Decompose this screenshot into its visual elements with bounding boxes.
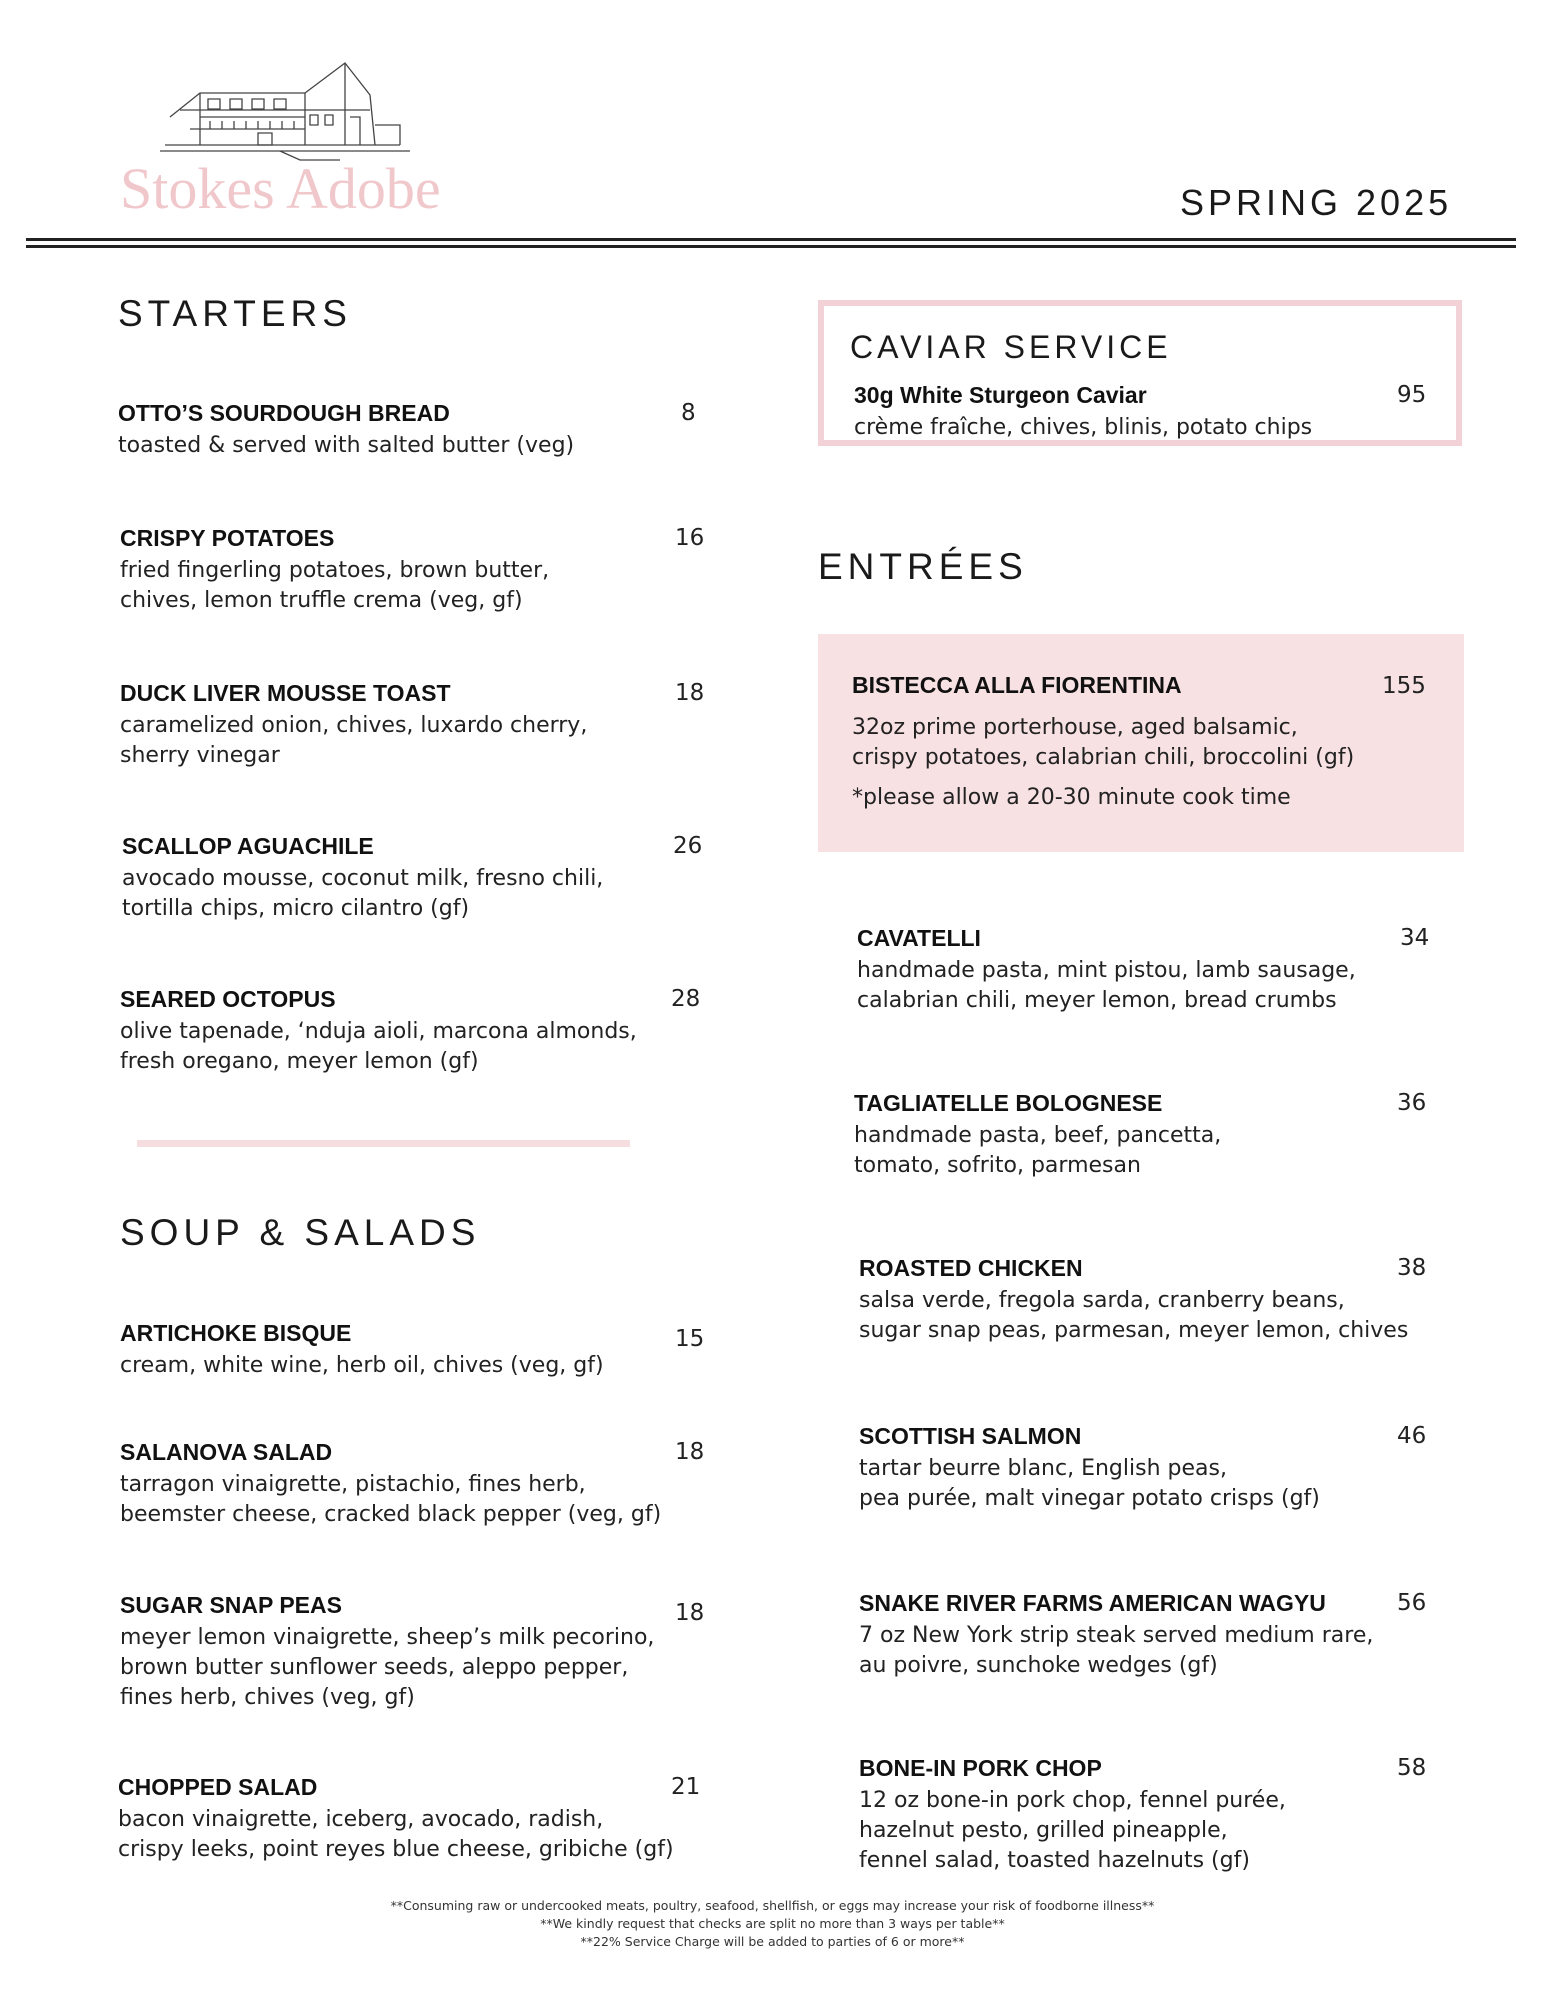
item-name: SEARED OCTOPUS xyxy=(120,986,336,1012)
item-desc: chives, lemon truffle crema (veg, gf) xyxy=(120,588,523,613)
item-desc: calabrian chili, meyer lemon, bread crumbs xyxy=(857,988,1337,1013)
item-desc: cream, white wine, herb oil, chives (veg, gf) xyxy=(120,1353,604,1378)
menu-item xyxy=(120,680,587,771)
season-label: SPRING 2025 xyxy=(1180,182,1453,223)
item-desc: crispy leeks, point reyes blue cheese, gribiche (gf) xyxy=(118,1837,674,1862)
item-desc: 32oz prime porterhouse, aged balsamic, xyxy=(852,715,1298,740)
item-desc: fried fingerling potatoes, brown butter, xyxy=(120,558,550,583)
item-desc: handmade pasta, mint pistou, lamb sausage, xyxy=(857,958,1356,983)
entrees-title: ENTRÉES xyxy=(818,546,1028,587)
item-desc: avocado mousse, coconut milk, fresno chili, xyxy=(122,866,604,891)
item-price: 21 xyxy=(671,1774,701,1800)
item-desc: salsa verde, fregola sarda, cranberry beans, xyxy=(859,1288,1345,1313)
header-rule-top xyxy=(26,238,1516,241)
item-desc: tartar beurre blanc, English peas, xyxy=(859,1456,1227,1481)
item-price: 26 xyxy=(673,833,703,859)
item-price: 16 xyxy=(675,525,705,551)
footer-notes xyxy=(0,1897,1545,1951)
item-price: 18 xyxy=(675,1600,705,1626)
item-name: OTTO’S SOURDOUGH BREAD xyxy=(118,400,450,426)
menu-item xyxy=(120,525,549,616)
item-desc: crème fraîche, chives, blinis, potato chips xyxy=(854,415,1313,440)
menu-item xyxy=(857,925,1356,1016)
logo xyxy=(120,55,441,221)
item-desc: bacon vinaigrette, iceberg, avocado, radish, xyxy=(118,1807,604,1832)
item-desc: olive tapenade, ‘nduja aioli, marcona almonds, xyxy=(120,1019,637,1044)
item-price: 95 xyxy=(1397,382,1427,408)
adobe-house-illustration xyxy=(160,55,410,165)
item-desc: caramelized onion, chives, luxardo cherry, xyxy=(120,713,588,738)
item-name: DUCK LIVER MOUSSE TOAST xyxy=(120,680,451,706)
item-name: SCALLOP AGUACHILE xyxy=(122,833,374,859)
section-divider xyxy=(137,1140,630,1147)
item-desc: sugar snap peas, parmesan, meyer lemon, chives xyxy=(859,1318,1409,1343)
menu-item xyxy=(118,400,574,461)
menu-item xyxy=(122,833,603,924)
item-price: 28 xyxy=(671,986,701,1012)
footer-note: **22% Service Charge will be added to parties of 6 or more** xyxy=(580,1934,965,1949)
caviar-title: CAVIAR SERVICE xyxy=(850,329,1172,365)
item-desc: sherry vinegar xyxy=(120,743,280,768)
item-name: TAGLIATELLE BOLOGNESE xyxy=(854,1090,1163,1116)
menu-item xyxy=(859,1255,1408,1346)
menu-item xyxy=(859,1755,1286,1876)
item-name: BISTECCA ALLA FIORENTINA xyxy=(852,672,1182,698)
menu-item xyxy=(854,382,1312,443)
menu-item-featured xyxy=(852,672,1354,813)
menu-item xyxy=(120,1320,604,1381)
item-price: 8 xyxy=(681,400,696,426)
item-desc: fennel salad, toasted hazelnuts (gf) xyxy=(859,1848,1250,1873)
menu-item xyxy=(854,1090,1221,1181)
item-price: 34 xyxy=(1400,925,1430,951)
item-name: BONE-IN PORK CHOP xyxy=(859,1755,1102,1781)
item-desc: meyer lemon vinaigrette, sheep’s milk pecorino, xyxy=(120,1625,655,1650)
item-price: 155 xyxy=(1382,673,1426,699)
item-name: ARTICHOKE BISQUE xyxy=(120,1320,352,1346)
menu-item xyxy=(859,1423,1320,1514)
item-desc: 12 oz bone-in pork chop, fennel purée, xyxy=(859,1788,1286,1813)
menu-item xyxy=(118,1774,674,1865)
item-price: 36 xyxy=(1397,1090,1427,1116)
menu-item xyxy=(120,986,637,1077)
item-desc: au poivre, sunchoke wedges (gf) xyxy=(859,1653,1218,1678)
item-desc: hazelnut pesto, grilled pineapple, xyxy=(859,1818,1228,1843)
item-name: SNAKE RIVER FARMS AMERICAN WAGYU xyxy=(859,1590,1326,1616)
item-price: 38 xyxy=(1397,1255,1427,1281)
menu-item xyxy=(120,1439,661,1530)
starters-title: STARTERS xyxy=(118,293,352,334)
item-name: SUGAR SNAP PEAS xyxy=(120,1592,342,1618)
item-price: 46 xyxy=(1397,1423,1427,1449)
menu-item xyxy=(120,1592,654,1713)
soups-title: SOUP & SALADS xyxy=(120,1212,481,1253)
brand-name: Stokes Adobe xyxy=(120,156,441,221)
item-price: 18 xyxy=(675,680,705,706)
footer-note: **We kindly request that checks are split no more than 3 ways per table** xyxy=(540,1916,1005,1931)
item-price: 18 xyxy=(675,1439,705,1465)
item-desc: tarragon vinaigrette, pistachio, fines herb, xyxy=(120,1472,586,1497)
item-desc: fresh oregano, meyer lemon (gf) xyxy=(120,1049,479,1074)
item-desc: beemster cheese, cracked black pepper (veg, gf) xyxy=(120,1502,662,1527)
item-desc: brown butter sunflower seeds, aleppo pepper, xyxy=(120,1655,629,1680)
item-desc: fines herb, chives (veg, gf) xyxy=(120,1685,415,1710)
item-desc: crispy potatoes, calabrian chili, broccolini (gf) xyxy=(852,745,1355,770)
menu-item xyxy=(859,1590,1373,1681)
item-desc: toasted & served with salted butter (veg) xyxy=(118,433,575,458)
item-name: CRISPY POTATOES xyxy=(120,525,335,551)
item-desc: 7 oz New York strip steak served medium rare, xyxy=(859,1623,1374,1648)
item-desc: pea purée, malt vinegar potato crisps (gf) xyxy=(859,1486,1320,1511)
item-price: 56 xyxy=(1397,1590,1427,1616)
item-desc: tomato, sofrito, parmesan xyxy=(854,1153,1141,1178)
item-name: CHOPPED SALAD xyxy=(118,1774,318,1800)
item-price: 15 xyxy=(675,1326,705,1352)
item-name: CAVATELLI xyxy=(857,925,981,951)
header-rule-bottom xyxy=(26,245,1516,248)
item-price: 58 xyxy=(1397,1755,1427,1781)
item-note: *please allow a 20-30 minute cook time xyxy=(852,785,1291,810)
item-name: SCOTTISH SALMON xyxy=(859,1423,1082,1449)
item-name: SALANOVA SALAD xyxy=(120,1439,333,1465)
item-desc: tortilla chips, micro cilantro (gf) xyxy=(122,896,470,921)
footer-note: **Consuming raw or undercooked meats, poultry, seafood, shellfish, or eggs may increase your risk of foodborne illness** xyxy=(390,1898,1155,1913)
item-desc: handmade pasta, beef, pancetta, xyxy=(854,1123,1222,1148)
item-name: ROASTED CHICKEN xyxy=(859,1255,1083,1281)
item-name: 30g White Sturgeon Caviar xyxy=(854,382,1147,408)
